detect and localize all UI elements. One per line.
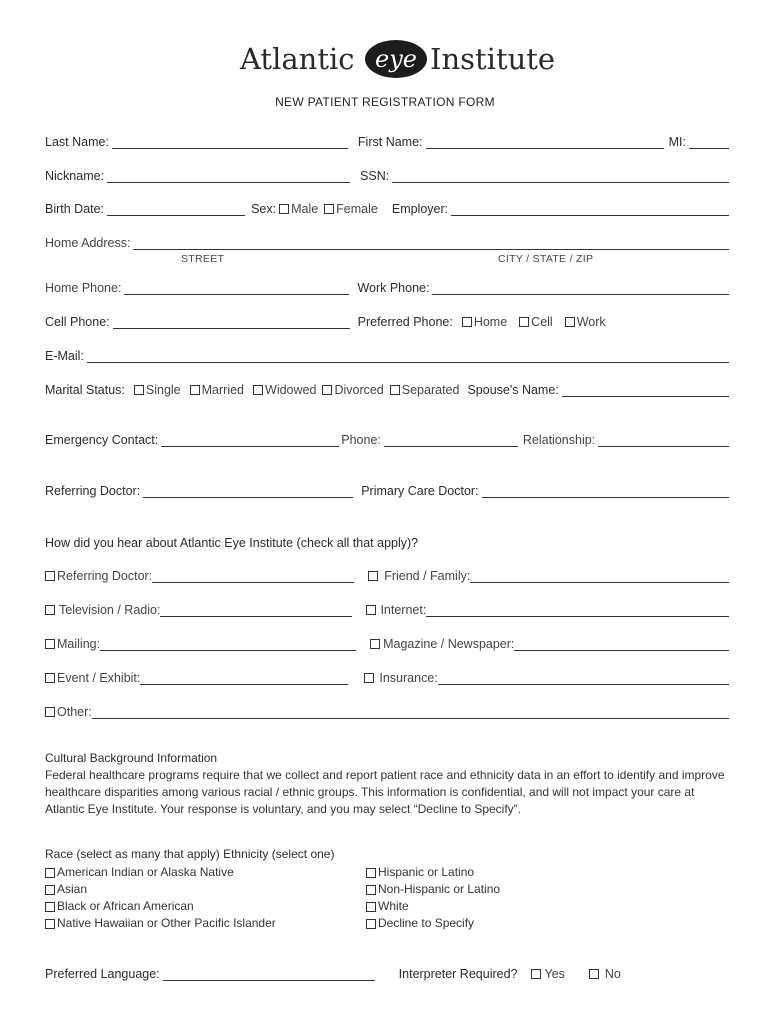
- birth-date-label: Birth Date:: [45, 202, 105, 216]
- home-address-row: [45, 232, 729, 250]
- first-name-label: First Name:: [357, 135, 423, 149]
- work-phone-field[interactable]: [432, 280, 729, 295]
- checkbox-icon[interactable]: [322, 385, 332, 395]
- race-option[interactable]: American Indian or Alaska Native: [45, 864, 276, 881]
- preferred-language-field[interactable]: [163, 966, 375, 981]
- checkbox-icon[interactable]: [45, 868, 55, 878]
- hear-friend-family-field[interactable]: [470, 568, 729, 583]
- email-row: [45, 345, 729, 363]
- race-option[interactable]: Black or African American: [45, 898, 276, 915]
- nickname-label: Nickname:: [45, 169, 105, 183]
- interpreter-required-label: Interpreter Required?: [398, 967, 518, 981]
- checkbox-icon[interactable]: [519, 317, 529, 327]
- home-phone-field[interactable]: [124, 280, 349, 295]
- pref-work-option[interactable]: Work: [565, 315, 606, 329]
- spouse-name-label: Spouse's Name:: [467, 383, 559, 397]
- hear-internet-option[interactable]: Internet:: [366, 603, 426, 617]
- mi-label: MI:: [668, 135, 686, 149]
- marital-status-label: Marital Status:: [45, 383, 125, 397]
- hear-row-5: [45, 701, 729, 719]
- birth-date-field[interactable]: [107, 201, 245, 216]
- relationship-field[interactable]: [598, 432, 729, 447]
- hear-magazine-newspaper-field[interactable]: [514, 636, 729, 651]
- hear-referring-doctor-option[interactable]: Referring Doctor:: [45, 569, 152, 583]
- cell-phone-label: Cell Phone:: [45, 315, 110, 329]
- cell-row: [45, 311, 729, 329]
- checkbox-icon[interactable]: [253, 385, 263, 395]
- primary-care-doctor-label: Primary Care Doctor:: [361, 484, 479, 498]
- checkbox-icon[interactable]: [589, 969, 599, 979]
- checkbox-icon[interactable]: [45, 707, 55, 717]
- interpreter-yes-option[interactable]: Yes: [531, 967, 565, 981]
- race-ethnicity-heading: Race (select as many that apply) Ethnicity (select one): [45, 847, 335, 861]
- hear-row-4: [45, 667, 729, 685]
- birth-row: [45, 198, 729, 216]
- home-address-label: Home Address:: [45, 236, 131, 250]
- hear-other-field[interactable]: [92, 704, 729, 719]
- checkbox-icon[interactable]: [366, 605, 376, 615]
- first-name-field[interactable]: [426, 134, 664, 149]
- cultural-background-section: [45, 750, 733, 818]
- hear-referring-doctor-field[interactable]: [152, 568, 354, 583]
- checkbox-icon[interactable]: [390, 385, 400, 395]
- referring-doctor-field[interactable]: [143, 483, 353, 498]
- mi-field[interactable]: [689, 134, 729, 149]
- sex-male-option[interactable]: Male: [279, 202, 318, 216]
- referring-doctor-label: Referring Doctor:: [45, 484, 141, 498]
- checkbox-icon[interactable]: [366, 868, 376, 878]
- form-title: NEW PATIENT REGISTRATION FORM: [275, 95, 495, 109]
- ethnicity-option[interactable]: Decline to Specify: [366, 915, 500, 932]
- street-sublabel: STREET: [181, 253, 225, 265]
- hear-insurance-field[interactable]: [438, 670, 729, 685]
- married-option[interactable]: Married: [190, 383, 244, 397]
- checkbox-icon[interactable]: [45, 605, 55, 615]
- single-option[interactable]: Single: [134, 383, 181, 397]
- race-options-list: [45, 864, 276, 932]
- name-row: [45, 131, 729, 149]
- logo: [234, 32, 556, 94]
- checkbox-icon[interactable]: [45, 639, 55, 649]
- checkbox-icon[interactable]: [366, 902, 376, 912]
- hear-friend-family-option[interactable]: Friend / Family:: [368, 569, 470, 583]
- interpreter-no-option[interactable]: No: [589, 967, 621, 981]
- employer-label: Employer:: [391, 202, 449, 216]
- ssn-label: SSN:: [360, 169, 390, 183]
- phone-row: [45, 277, 729, 295]
- email-field[interactable]: [87, 348, 729, 363]
- checkbox-icon[interactable]: [565, 317, 575, 327]
- widowed-option[interactable]: Widowed: [253, 383, 316, 397]
- spouse-name-field[interactable]: [562, 382, 729, 397]
- ethnicity-options-list: [366, 864, 500, 932]
- work-phone-label: Work Phone:: [357, 281, 430, 295]
- last-name-label: Last Name:: [45, 135, 109, 149]
- ethnicity-option[interactable]: Non-Hispanic or Latino: [366, 881, 500, 898]
- sex-female-option[interactable]: Female: [324, 202, 378, 216]
- hear-row-3: [45, 633, 729, 651]
- checkbox-icon[interactable]: [190, 385, 200, 395]
- hear-insurance-option[interactable]: Insurance:: [364, 671, 437, 685]
- nickname-field[interactable]: [107, 168, 350, 183]
- checkbox-icon[interactable]: [279, 204, 289, 214]
- hear-internet-field[interactable]: [426, 602, 729, 617]
- hear-magazine-newspaper-option[interactable]: Magazine / Newspaper:: [370, 637, 514, 651]
- city-state-zip-sublabel: CITY / STATE / ZIP: [498, 253, 594, 265]
- primary-care-doctor-field[interactable]: [482, 483, 729, 498]
- preferred-phone-label: Preferred Phone:: [357, 315, 453, 329]
- race-option[interactable]: Native Hawaiian or Other Pacific Islander: [45, 915, 276, 932]
- cell-phone-field[interactable]: [113, 314, 350, 329]
- language-row: [45, 963, 729, 981]
- checkbox-icon[interactable]: [45, 571, 55, 581]
- checkbox-icon[interactable]: [366, 919, 376, 929]
- divorced-option[interactable]: Divorced: [322, 383, 383, 397]
- relationship-label: Relationship:: [522, 433, 596, 447]
- last-name-field[interactable]: [112, 134, 348, 149]
- home-address-field[interactable]: [133, 235, 729, 250]
- ethnicity-option[interactable]: Hispanic or Latino: [366, 864, 500, 881]
- emergency-contact-field[interactable]: [161, 432, 339, 447]
- hear-event-exhibit-option[interactable]: Event / Exhibit:: [45, 671, 140, 685]
- hear-television-radio-option[interactable]: Television / Radio:: [45, 603, 160, 617]
- nickname-row: [45, 165, 729, 183]
- ethnicity-option[interactable]: White: [366, 898, 500, 915]
- hear-row-2: [45, 599, 729, 617]
- hear-event-exhibit-field[interactable]: [140, 670, 348, 685]
- hear-television-radio-field[interactable]: [160, 602, 352, 617]
- emergency-phone-label: Phone:: [341, 433, 381, 447]
- emergency-row: [45, 429, 729, 447]
- race-option[interactable]: Asian: [45, 881, 276, 898]
- cultural-background-text: Federal healthcare programs require that we collect and report patient race and ethnicity data in an effort to identify and improve healthcare disparities among various racial / ethnic groups. This information is confidential, and will not impact your care at Atlantic Eye Institute. Your response is voluntary, and you may select “Decline to Specify”.: [45, 768, 725, 816]
- checkbox-icon[interactable]: [134, 385, 144, 395]
- checkbox-icon[interactable]: [364, 673, 374, 683]
- checkbox-icon[interactable]: [324, 204, 334, 214]
- sex-label: Sex:: [251, 202, 277, 216]
- employer-field[interactable]: [451, 201, 729, 216]
- pref-cell-option[interactable]: Cell: [519, 315, 553, 329]
- ssn-field[interactable]: [392, 168, 729, 183]
- logo-text-left: Atlantic: [240, 42, 355, 76]
- emergency-phone-field[interactable]: [384, 432, 518, 447]
- home-phone-label: Home Phone:: [45, 281, 122, 295]
- preferred-language-label: Preferred Language:: [45, 967, 160, 981]
- hear-other-option[interactable]: Other:: [45, 705, 92, 719]
- logo-eye-text: eye: [375, 45, 417, 73]
- checkbox-icon[interactable]: [531, 969, 541, 979]
- checkbox-icon[interactable]: [45, 902, 55, 912]
- marital-row: [45, 379, 729, 397]
- checkbox-icon[interactable]: [462, 317, 472, 327]
- cultural-background-heading: Cultural Background Information: [45, 751, 218, 765]
- email-label: E-Mail:: [45, 349, 84, 363]
- checkbox-icon[interactable]: [368, 571, 378, 581]
- hear-mailing-field[interactable]: [100, 636, 356, 651]
- hear-mailing-option[interactable]: Mailing:: [45, 637, 100, 651]
- doctor-row: [45, 480, 729, 498]
- checkbox-icon[interactable]: [45, 919, 55, 929]
- checkbox-icon[interactable]: [370, 639, 380, 649]
- logo-text-right: Institute: [430, 42, 556, 76]
- emergency-contact-label: Emergency Contact:: [45, 433, 159, 447]
- separated-option[interactable]: Separated: [390, 383, 460, 397]
- checkbox-icon[interactable]: [366, 885, 376, 895]
- eye-logo-mark: [365, 40, 427, 78]
- hear-about-question: How did you hear about Atlantic Eye Institute (check all that apply)?: [45, 536, 419, 550]
- hear-row-1: [45, 565, 729, 583]
- pref-home-option[interactable]: Home: [462, 315, 507, 329]
- checkbox-icon[interactable]: [45, 885, 55, 895]
- checkbox-icon[interactable]: [45, 673, 55, 683]
